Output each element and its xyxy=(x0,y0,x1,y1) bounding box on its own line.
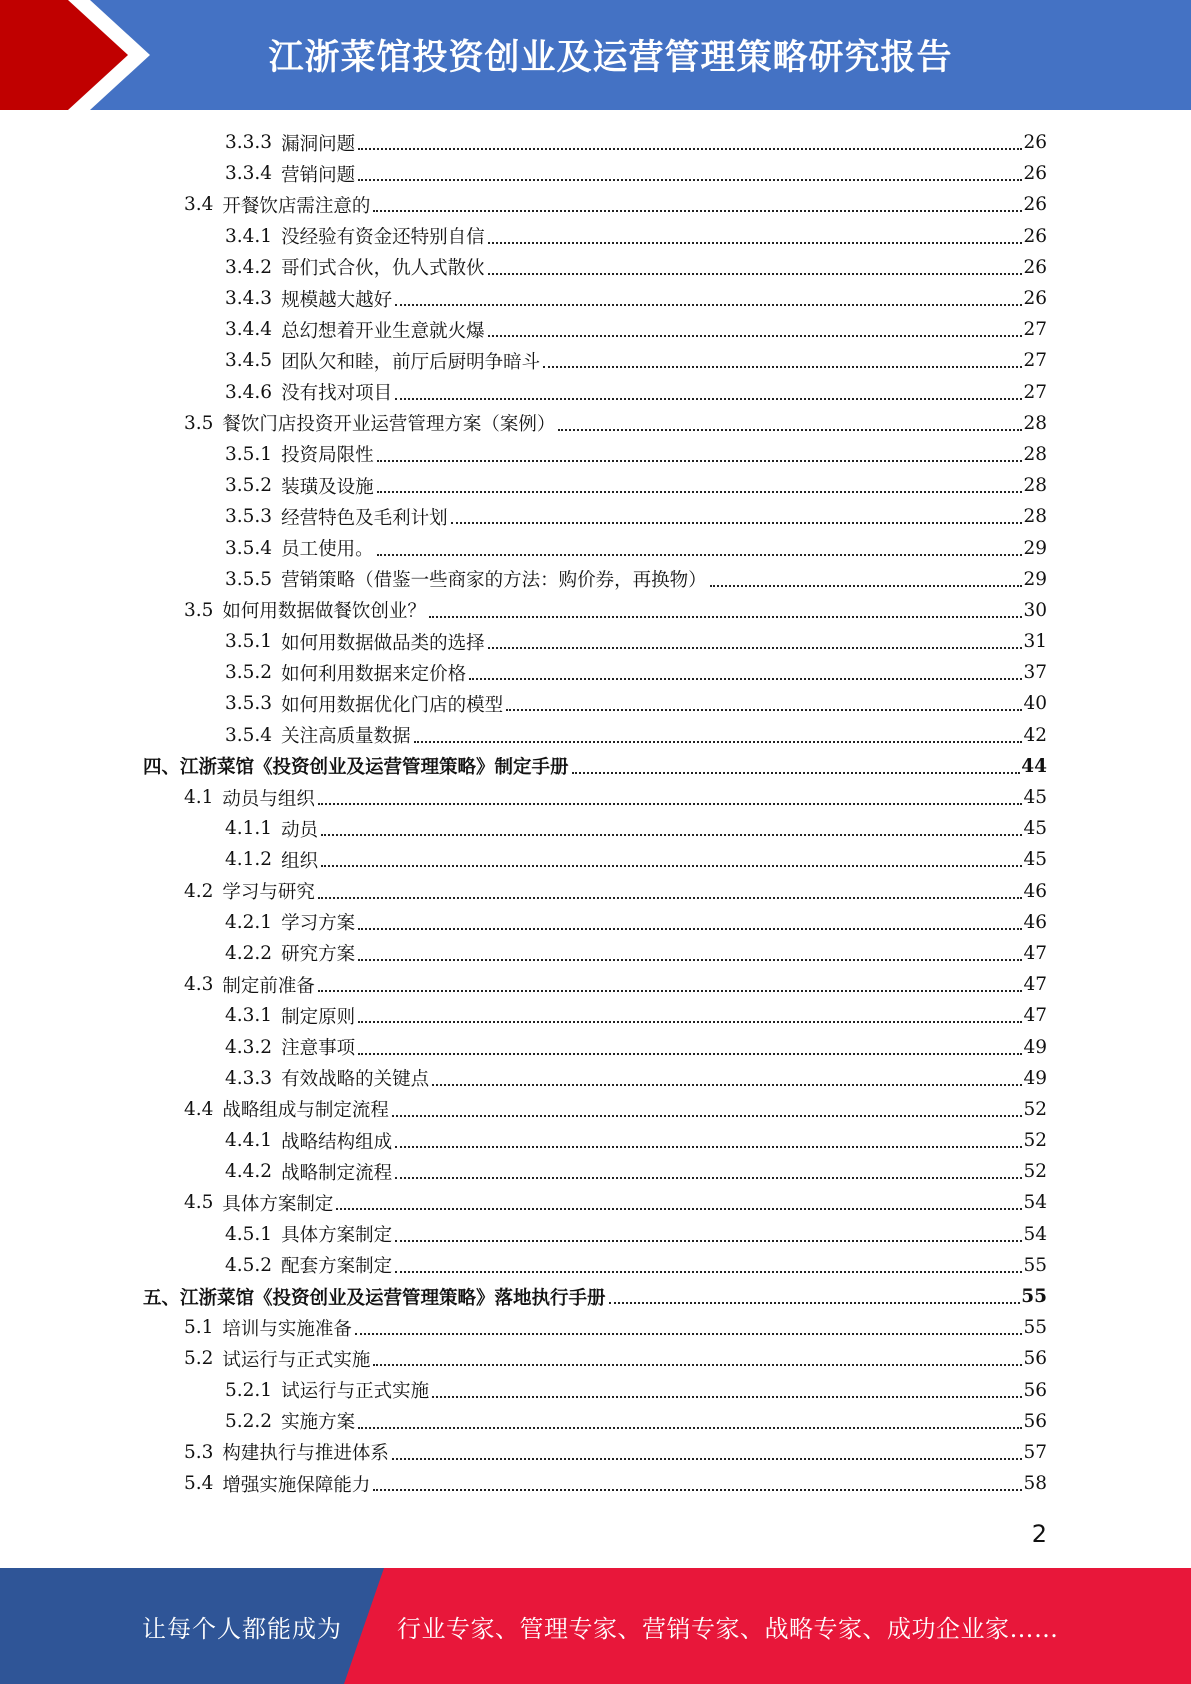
toc-entry[interactable] xyxy=(0,377,1191,408)
toc-entry-page: 47 xyxy=(1023,1005,1047,1027)
toc-entry-title: 关注高质量数据 xyxy=(281,726,411,748)
toc-entry-page: 29 xyxy=(1023,537,1047,559)
toc-entry-number: 3.4.6 xyxy=(225,381,273,403)
toc-dot-leader xyxy=(395,1176,1022,1179)
toc-entry-number: 3.5.1 xyxy=(225,631,273,653)
header-banner xyxy=(0,0,1191,110)
toc-entry-title: 战略制定流程 xyxy=(281,1162,393,1184)
toc-entry-number: 4.2.1 xyxy=(225,911,273,933)
toc-entry-page: 54 xyxy=(1023,1223,1047,1245)
toc-entry[interactable] xyxy=(0,1094,1191,1125)
toc-entry[interactable] xyxy=(0,626,1191,657)
toc-entry-page: 52 xyxy=(1023,1161,1047,1183)
toc-entry-page: 28 xyxy=(1023,475,1047,497)
toc-entry-title: 具体方案制定 xyxy=(281,1225,393,1247)
report-title: 江浙菜馆投资创业及运营管理策略研究报告 xyxy=(268,38,953,78)
toc-entry-number: 3.3.4 xyxy=(225,163,273,185)
toc-dot-leader xyxy=(558,428,1022,431)
toc-entry-number: 3.5.4 xyxy=(225,724,273,746)
toc-entry-page: 40 xyxy=(1023,693,1047,715)
toc-entry[interactable] xyxy=(0,221,1191,252)
toc-dot-leader xyxy=(358,1052,1022,1055)
toc-entry[interactable] xyxy=(0,283,1191,314)
toc-entry[interactable] xyxy=(0,532,1191,563)
toc-entry-page: 46 xyxy=(1023,880,1047,902)
toc-dot-leader xyxy=(488,241,1023,244)
toc-entry-number: 4.1.1 xyxy=(225,818,273,840)
toc-dot-leader xyxy=(373,209,1022,212)
toc-entry-title: 总幻想着开业生意就火爆 xyxy=(281,320,485,342)
toc-dot-leader xyxy=(358,958,1022,961)
toc-entry-number: 5.3 xyxy=(184,1441,214,1463)
toc-entry-title: 没经验有资金还特别自信 xyxy=(281,227,485,249)
toc-entry-page: 37 xyxy=(1023,662,1047,684)
toc-dot-leader xyxy=(392,1457,1023,1460)
toc-entry-number: 3.4.2 xyxy=(225,256,273,278)
toc-entry-number: 3.4 xyxy=(184,194,214,216)
toc-dot-leader xyxy=(488,646,1023,649)
toc-entry-title: 增强实施保障能力 xyxy=(222,1474,371,1496)
toc-dot-leader xyxy=(506,708,1022,711)
toc-entry-title: 实施方案 xyxy=(281,1412,356,1434)
toc-entry[interactable] xyxy=(0,1281,1191,1312)
toc-dot-leader xyxy=(469,677,1022,680)
toc-entry-page: 45 xyxy=(1023,818,1047,840)
toc-entry-number: 四、 xyxy=(143,757,181,779)
toc-entry-title: 动员 xyxy=(281,819,319,841)
toc-entry[interactable] xyxy=(0,252,1191,283)
toc-entry-title: 规模越大越好 xyxy=(281,289,393,311)
toc-entry[interactable] xyxy=(0,1312,1191,1343)
toc-dot-leader xyxy=(377,553,1023,556)
toc-entry[interactable] xyxy=(0,720,1191,751)
toc-entry[interactable] xyxy=(0,408,1191,439)
toc-dot-leader xyxy=(318,989,1023,992)
toc-entry[interactable] xyxy=(0,1031,1191,1062)
toc-entry[interactable] xyxy=(0,1468,1191,1499)
toc-entry-page: 30 xyxy=(1023,599,1047,621)
toc-entry-number: 4.3.1 xyxy=(225,1005,273,1027)
toc-dot-leader xyxy=(377,459,1023,462)
toc-entry-number: 3.4.5 xyxy=(225,350,273,372)
toc-entry-number: 5.2.1 xyxy=(225,1379,273,1401)
toc-dot-leader xyxy=(321,864,1022,867)
toc-entry-page: 56 xyxy=(1023,1379,1047,1401)
toc-entry-number: 3.5.5 xyxy=(225,568,273,590)
toc-entry-title: 培训与实施准备 xyxy=(222,1318,352,1340)
toc-entry-page: 56 xyxy=(1023,1410,1047,1432)
toc-entry-number: 3.4.1 xyxy=(225,225,273,247)
toc-entry-number: 4.1.2 xyxy=(225,849,273,871)
toc-entry-title: 配套方案制定 xyxy=(281,1256,393,1278)
toc-entry-number: 4.3.2 xyxy=(225,1036,273,1058)
toc-dot-leader xyxy=(488,334,1023,337)
toc-entry-page: 29 xyxy=(1023,568,1047,590)
toc-entry[interactable] xyxy=(0,1250,1191,1281)
toc-entry[interactable] xyxy=(0,876,1191,907)
toc-entry-page: 27 xyxy=(1023,381,1047,403)
toc-dot-leader xyxy=(395,1239,1022,1242)
toc-dot-leader xyxy=(572,771,1021,774)
toc-dot-leader xyxy=(358,178,1022,181)
toc-entry-page: 27 xyxy=(1023,350,1047,372)
toc-dot-leader xyxy=(355,1332,1023,1335)
toc-entry-title: 具体方案制定 xyxy=(222,1193,334,1215)
toc-entry-number: 5.1 xyxy=(184,1317,214,1339)
toc-dot-leader xyxy=(318,896,1023,899)
toc-entry-title: 如何利用数据来定价格 xyxy=(281,663,467,685)
toc-dot-leader xyxy=(432,1395,1022,1398)
toc-entry-title: 装璜及设施 xyxy=(281,476,374,498)
toc-entry-page: 49 xyxy=(1023,1067,1047,1089)
toc-entry-number: 3.4.4 xyxy=(225,319,273,341)
toc-dot-leader xyxy=(373,1363,1022,1366)
toc-entry-title: 制定前准备 xyxy=(222,975,315,997)
toc-entry-title: 组织 xyxy=(281,850,319,872)
toc-entry-title: 试运行与正式实施 xyxy=(281,1381,430,1403)
toc-dot-leader xyxy=(392,1114,1023,1117)
toc-dot-leader xyxy=(429,615,1023,618)
toc-entry-title: 如何用数据做餐饮创业？ xyxy=(222,601,426,623)
toc-dot-leader xyxy=(543,365,1022,368)
toc-entry-title: 如何用数据优化门店的模型 xyxy=(281,694,504,716)
toc-entry-page: 26 xyxy=(1023,288,1047,310)
toc-dot-leader xyxy=(358,1426,1022,1429)
toc-entry[interactable] xyxy=(0,1219,1191,1250)
toc-entry-number: 五、 xyxy=(143,1287,181,1309)
toc-entry-number: 4.3 xyxy=(184,974,214,996)
toc-entry-number: 3.5.2 xyxy=(225,475,273,497)
toc-entry-title: 营销策略（借鉴一些商家的方法：购价券，再换物） xyxy=(281,570,707,592)
toc-entry[interactable] xyxy=(0,1063,1191,1094)
toc-entry-title: 经营特色及毛利计划 xyxy=(281,507,448,529)
toc-entry-number: 3.5.1 xyxy=(225,443,273,465)
toc-entry[interactable] xyxy=(0,751,1191,782)
toc-entry-page: 26 xyxy=(1023,163,1047,185)
toc-entry-page: 57 xyxy=(1023,1441,1047,1463)
toc-entry-number: 3.4.3 xyxy=(225,288,273,310)
toc-entry-number: 5.2 xyxy=(184,1348,214,1370)
toc-entry[interactable] xyxy=(0,595,1191,626)
toc-entry-number: 3.5.3 xyxy=(225,693,273,715)
toc-entry-title: 员工使用。 xyxy=(281,539,374,561)
toc-entry[interactable] xyxy=(0,1343,1191,1374)
toc-entry-title: 试运行与正式实施 xyxy=(222,1349,371,1371)
toc-entry-page: 45 xyxy=(1023,849,1047,871)
toc-entry[interactable] xyxy=(0,158,1191,189)
toc-entry-title: 战略组成与制定流程 xyxy=(222,1100,389,1122)
toc-entry[interactable] xyxy=(0,127,1191,158)
toc-entry[interactable] xyxy=(0,439,1191,470)
toc-entry-title: 团队欠和睦，前厅后厨明争暗斗 xyxy=(281,351,541,373)
toc-entry-title: 江浙菜馆《投资创业及运营管理策略》制定手册 xyxy=(180,757,569,779)
toc-entry[interactable] xyxy=(0,501,1191,532)
toc-dot-leader xyxy=(451,521,1023,524)
toc-entry-page: 54 xyxy=(1023,1192,1047,1214)
toc-dot-leader xyxy=(336,1207,1022,1210)
toc-entry-page: 56 xyxy=(1023,1348,1047,1370)
toc-entry-page: 47 xyxy=(1023,942,1047,964)
toc-dot-leader xyxy=(609,1301,1021,1304)
toc-dot-leader xyxy=(395,397,1022,400)
toc-entry-number: 3.5.2 xyxy=(225,662,273,684)
toc-entry-page: 44 xyxy=(1021,755,1047,777)
toc-entry[interactable] xyxy=(0,782,1191,813)
toc-entry[interactable] xyxy=(0,1406,1191,1437)
toc-dot-leader xyxy=(358,927,1022,930)
toc-entry[interactable] xyxy=(0,1437,1191,1468)
toc-entry-number: 3.3.3 xyxy=(225,132,273,154)
footer-roles: 行业专家、管理专家、营销专家、战略专家、成功企业家…… xyxy=(397,1614,1059,1643)
toc-dot-leader xyxy=(395,1145,1022,1148)
footer-slogan: 让每个人都能成为 xyxy=(142,1614,342,1643)
toc-entry-title: 如何用数据做品类的选择 xyxy=(281,632,485,654)
toc-entry[interactable] xyxy=(0,1187,1191,1218)
toc-entry[interactable] xyxy=(0,1000,1191,1031)
toc-entry-title: 餐饮门店投资开业运营管理方案（案例） xyxy=(222,414,556,436)
toc-entry-title: 注意事项 xyxy=(281,1038,356,1060)
toc-entry[interactable] xyxy=(0,688,1191,719)
toc-dot-leader xyxy=(710,584,1023,587)
toc-dot-leader xyxy=(318,802,1023,805)
toc-entry-page: 28 xyxy=(1023,443,1047,465)
toc-dot-leader xyxy=(432,1083,1022,1086)
toc-entry-page: 31 xyxy=(1023,631,1047,653)
toc-entry[interactable] xyxy=(0,907,1191,938)
toc-entry-number: 3.5.4 xyxy=(225,537,273,559)
toc-entry-title: 营销问题 xyxy=(281,164,356,186)
toc-entry-page: 45 xyxy=(1023,787,1047,809)
toc-dot-leader xyxy=(358,147,1022,150)
toc-entry-page: 27 xyxy=(1023,319,1047,341)
toc-entry-number: 3.5 xyxy=(184,412,214,434)
toc-entry-page: 55 xyxy=(1021,1286,1047,1308)
toc-entry-title: 制定原则 xyxy=(281,1006,356,1028)
toc-entry-page: 49 xyxy=(1023,1036,1047,1058)
toc-dot-leader xyxy=(488,272,1023,275)
toc-entry-title: 没有找对项目 xyxy=(281,383,393,405)
toc-entry-number: 3.5 xyxy=(184,599,214,621)
toc-entry-title: 学习方案 xyxy=(281,913,356,935)
toc-entry-page: 26 xyxy=(1023,194,1047,216)
toc-entry[interactable] xyxy=(0,189,1191,220)
toc-entry-page: 26 xyxy=(1023,225,1047,247)
toc-dot-leader xyxy=(321,833,1022,836)
toc-entry-title: 开餐饮店需注意的 xyxy=(222,195,371,217)
toc-entry[interactable] xyxy=(0,314,1191,345)
toc-entry-number: 3.5.3 xyxy=(225,506,273,528)
toc-entry-number: 4.3.3 xyxy=(225,1067,273,1089)
toc-entry-number: 5.4 xyxy=(184,1473,214,1495)
toc-entry-number: 4.2 xyxy=(184,880,214,902)
toc-entry-page: 58 xyxy=(1023,1473,1047,1495)
toc-entry-number: 4.1 xyxy=(184,787,214,809)
toc-entry[interactable] xyxy=(0,345,1191,376)
toc-entry-page: 47 xyxy=(1023,974,1047,996)
toc-entry[interactable] xyxy=(0,470,1191,501)
toc-dot-leader xyxy=(395,1270,1022,1273)
toc-entry[interactable] xyxy=(0,564,1191,595)
toc-entry-title: 哥们式合伙，仇人式散伙 xyxy=(281,258,485,280)
toc-dot-leader xyxy=(395,303,1022,306)
toc-entry-number: 4.4.2 xyxy=(225,1161,273,1183)
toc-entry[interactable] xyxy=(0,1125,1191,1156)
toc-entry-title: 构建执行与推进体系 xyxy=(222,1443,389,1465)
toc-entry-page: 28 xyxy=(1023,412,1047,434)
toc-entry-page: 42 xyxy=(1023,724,1047,746)
toc-entry-title: 有效战略的关键点 xyxy=(281,1069,430,1091)
toc-dot-leader xyxy=(373,1488,1022,1491)
toc-entry[interactable] xyxy=(0,938,1191,969)
toc-entry[interactable] xyxy=(0,1375,1191,1406)
toc-entry-page: 46 xyxy=(1023,911,1047,933)
toc-entry-number: 5.2.2 xyxy=(225,1410,273,1432)
toc-entry-page: 55 xyxy=(1023,1317,1047,1339)
toc-dot-leader xyxy=(414,740,1023,743)
toc-entry-number: 4.2.2 xyxy=(225,942,273,964)
toc-entry-number: 4.5.1 xyxy=(225,1223,273,1245)
footer-banner xyxy=(0,1568,1191,1684)
toc-entry-page: 28 xyxy=(1023,506,1047,528)
table-of-contents xyxy=(0,127,1191,1499)
toc-entry[interactable] xyxy=(0,969,1191,1000)
toc-entry[interactable] xyxy=(0,1156,1191,1187)
toc-entry-page: 55 xyxy=(1023,1254,1047,1276)
toc-entry-page: 52 xyxy=(1023,1130,1047,1152)
toc-dot-leader xyxy=(358,1020,1022,1023)
toc-entry-number: 4.4 xyxy=(184,1098,214,1120)
toc-entry-number: 4.5.2 xyxy=(225,1254,273,1276)
toc-entry-title: 江浙菜馆《投资创业及运营管理策略》落地执行手册 xyxy=(180,1287,606,1309)
toc-entry[interactable] xyxy=(0,813,1191,844)
toc-dot-leader xyxy=(377,490,1023,493)
toc-entry-title: 投资局限性 xyxy=(281,445,374,467)
page-number: 2 xyxy=(1031,1520,1047,1548)
toc-entry-number: 4.5 xyxy=(184,1192,214,1214)
toc-entry-page: 26 xyxy=(1023,256,1047,278)
toc-entry-title: 研究方案 xyxy=(281,944,356,966)
toc-entry-number: 4.4.1 xyxy=(225,1130,273,1152)
toc-entry-page: 52 xyxy=(1023,1098,1047,1120)
toc-entry[interactable] xyxy=(0,657,1191,688)
toc-entry-title: 漏洞问题 xyxy=(281,133,356,155)
toc-entry-page: 26 xyxy=(1023,132,1047,154)
toc-entry-title: 动员与组织 xyxy=(222,788,315,810)
toc-entry-title: 战略结构组成 xyxy=(281,1131,393,1153)
toc-entry-title: 学习与研究 xyxy=(222,882,315,904)
toc-entry[interactable] xyxy=(0,844,1191,875)
